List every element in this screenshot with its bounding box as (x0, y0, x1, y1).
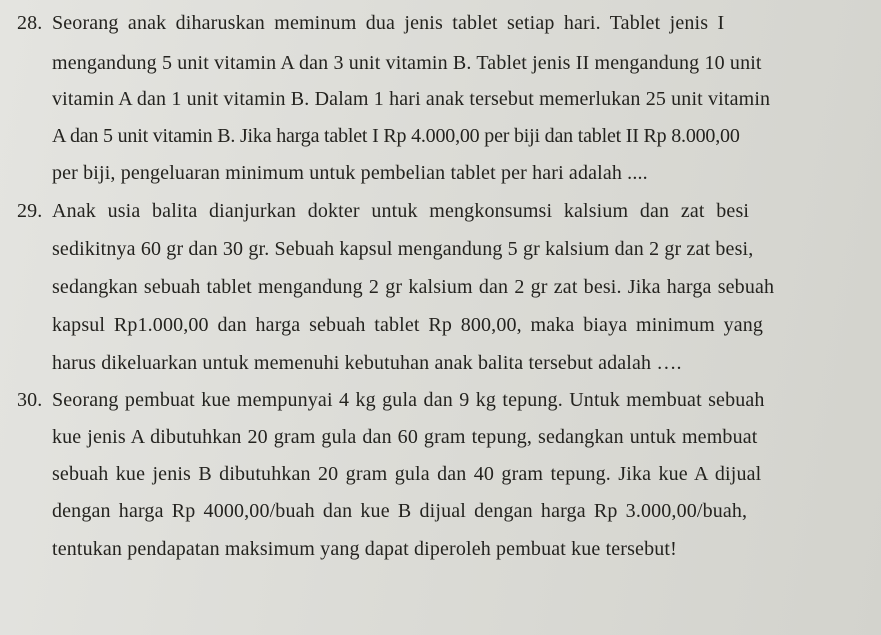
problem-text-line: vitamin A dan 1 unit vitamin B. Dalam 1 hari anak tersebut memerlukan 25 unit vitamin (52, 88, 771, 110)
problem-text-line: sedikitnya 60 gr dan 30 gr. Sebuah kapsul mengandung 5 gr kalsium dan 2 gr zat besi, (52, 238, 754, 260)
problem-text-line: tentukan pendapatan maksimum yang dapat diperoleh pembuat kue tersebut! (52, 538, 677, 560)
problem-number: 29. (17, 200, 43, 222)
problem-text-line: Anak usia balita dianjurkan dokter untuk mengkonsumsi kalsium dan zat besi (52, 200, 750, 222)
problem-text-line: kapsul Rp1.000,00 dan harga sebuah tablet Rp 800,00, maka biaya minimum yang (52, 314, 764, 336)
problem-text-line: sebuah kue jenis B dibutuhkan 20 gram gula dan 40 gram tepung. Jika kue A dijual (52, 463, 762, 485)
problem-text-line: harus dikeluarkan untuk memenuhi kebutuhan anak balita tersebut adalah …. (52, 352, 682, 374)
problem-number: 30. (17, 389, 43, 411)
problem-number: 28. (17, 12, 43, 34)
problem-text-line: dengan harga Rp 4000,00/buah dan kue B dijual dengan harga Rp 3.000,00/buah, (52, 500, 748, 522)
problem-text-line: Seorang anak diharuskan meminum dua jenis tablet setiap hari. Tablet jenis I (52, 12, 725, 34)
problem-text-line: Seorang pembuat kue mempunyai 4 kg gula dan 9 kg tepung. Untuk membuat sebuah (52, 389, 765, 411)
problem-text-line: A dan 5 unit vitamin B. Jika harga tablet I Rp 4.000,00 per biji dan tablet II Rp 8.000,00 (52, 125, 740, 147)
problem-text-line: mengandung 5 unit vitamin A dan 3 unit vitamin B. Tablet jenis II mengandung 10 unit (52, 52, 762, 74)
problem-text-line: sedangkan sebuah tablet mengandung 2 gr kalsium dan 2 gr zat besi. Jika harga sebuah (52, 276, 775, 298)
problem-text-line: kue jenis A dibutuhkan 20 gram gula dan 60 gram tepung, sedangkan untuk membuat (52, 426, 758, 448)
problem-text-line: per biji, pengeluaran minimum untuk pembelian tablet per hari adalah .... (52, 162, 648, 184)
